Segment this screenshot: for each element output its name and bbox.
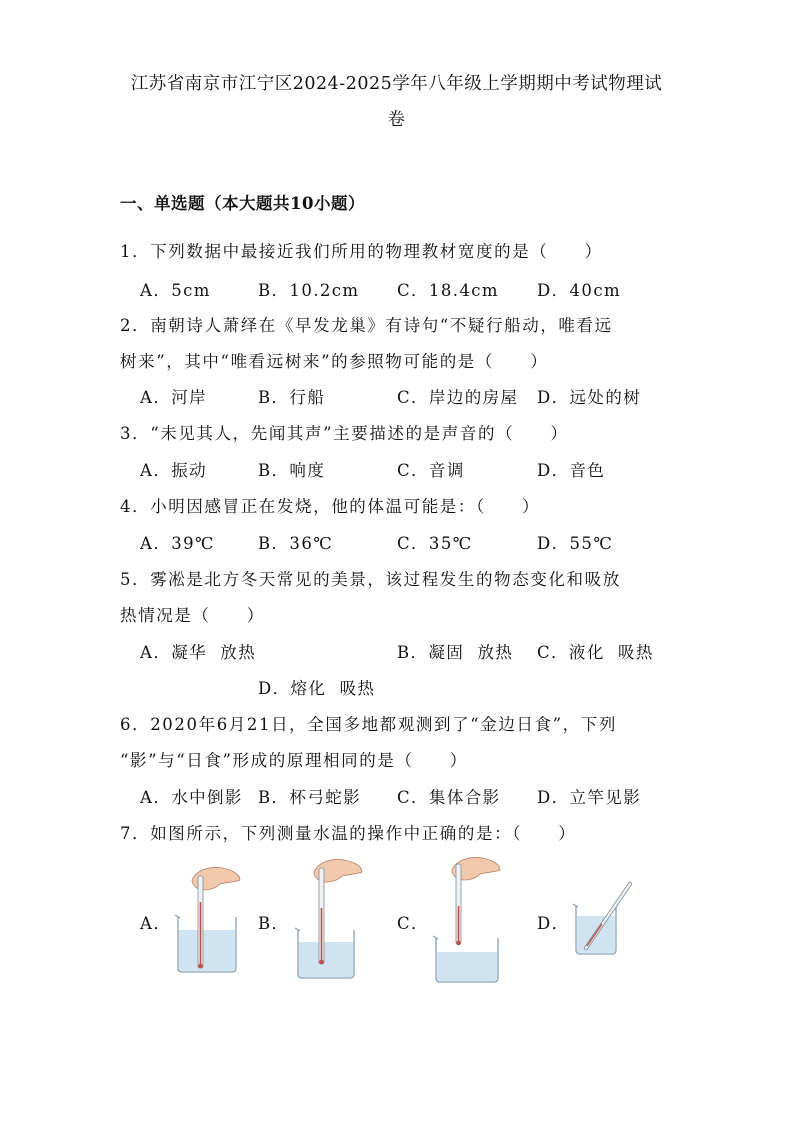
- q2-option-c: C．岸边的房屋: [397, 388, 519, 407]
- q3-option-a: A．振动: [140, 461, 208, 480]
- q4-option-c: C．35℃: [397, 534, 473, 553]
- q7-option-b-label: B．: [258, 914, 290, 933]
- q4-option-b: B．36℃: [258, 534, 334, 553]
- section-heading: 一、单选题（本大题共10小题）: [120, 194, 365, 213]
- q7-option-a-label: A．: [140, 914, 172, 933]
- q1-option-a: A．5cm: [140, 281, 211, 300]
- q7-option-d-label: D．: [537, 914, 570, 933]
- question-7-stem: 7．如图所示，下列测量水温的操作中正确的是：（ ）: [120, 824, 577, 843]
- figure-a-thermometer-beaker: [170, 862, 245, 974]
- q6-option-a: A．水中倒影: [140, 788, 243, 807]
- q3-option-d: D．音色: [537, 461, 606, 480]
- page-title: 江苏省南京市江宁区2024-2025学年八年级上学期期中考试物理试: [130, 74, 663, 94]
- figure-d-thermometer-beaker: [572, 880, 636, 956]
- q4-option-a: A．39℃: [140, 534, 215, 553]
- question-2-stem-continued: 树来”，其中“唯看远树来”的参照物可能的是（ ）: [120, 352, 549, 371]
- q2-option-a: A．河岸: [140, 388, 208, 407]
- question-5-stem: 5．雾凇是北方冬天常见的美景，该过程发生的物态变化和吸放: [120, 570, 621, 589]
- q5-option-c: C．液化 吸热: [537, 643, 654, 662]
- q6-option-c: C．集体合影: [397, 788, 501, 807]
- q5-option-b: B．凝固 放热: [397, 643, 514, 662]
- q2-option-d: D．远处的树: [537, 388, 642, 407]
- q2-option-b: B．行船: [258, 388, 326, 407]
- question-5-stem-continued: 热情况是（ ）: [120, 606, 265, 625]
- question-2-stem: 2．南朝诗人萧绎在《早发龙巢》有诗句“不疑行船动，唯看远: [120, 316, 613, 335]
- q1-option-b: B．10.2cm: [258, 281, 360, 300]
- q5-option-a: A．凝华 放热: [140, 643, 257, 662]
- q1-option-c: C．18.4cm: [397, 281, 499, 300]
- figure-c-thermometer-beaker: [432, 856, 506, 984]
- question-6-stem-continued: “影”与“日食”形成的原理相同的是（ ）: [120, 751, 468, 770]
- q3-option-c: C．音调: [397, 461, 465, 480]
- question-3-stem: 3．“未见其人，先闻其声”主要描述的是声音的（ ）: [120, 424, 569, 443]
- q4-option-d: D．55℃: [537, 534, 614, 553]
- question-6-stem: 6．2020年6月21日，全国多地都观测到了“金边日食”，下列: [120, 715, 617, 734]
- page-title-continued: 卷: [387, 110, 406, 130]
- q3-option-b: B．响度: [258, 461, 326, 480]
- figure-b-thermometer-beaker: [292, 858, 364, 980]
- q7-option-c-label: C．: [397, 914, 429, 933]
- question-1-stem: 1．下列数据中最接近我们所用的物理教材宽度的是（ ）: [120, 242, 603, 261]
- q5-option-d: D．熔化 吸热: [258, 679, 376, 698]
- q6-option-b: B．杯弓蛇影: [258, 788, 362, 807]
- question-4-stem: 4．小明因感冒正在发烧，他的体温可能是：（ ）: [120, 497, 541, 516]
- q1-option-d: D．40cm: [537, 281, 622, 300]
- q6-option-d: D．立竿见影: [537, 788, 642, 807]
